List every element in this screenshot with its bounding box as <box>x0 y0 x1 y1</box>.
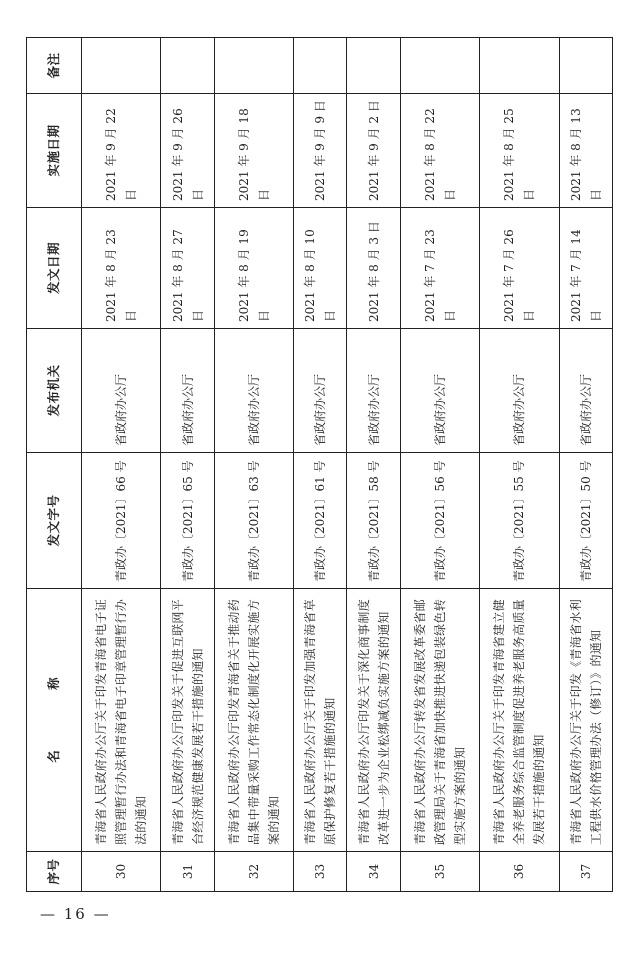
cell-effective-date: 2021 年 8 月 22 日 <box>400 94 479 208</box>
table-row <box>480 38 559 892</box>
cell-name: 青海省人民政府办公厅关于印发青海省电子证照管理暂行办法和青海省电子印章管理暂行办法的通知 <box>82 589 161 852</box>
cell-doc-no: 青政办〔2021〕55 号 <box>480 453 559 589</box>
cell-remarks <box>347 38 400 94</box>
cell-issue-date: 2021 年 8 月 3 日 <box>347 208 400 329</box>
cell-issue-date: 2021 年 8 月 19 日 <box>214 208 293 329</box>
cell-name: 青海省人民政府办公厅印发关于深化商事制度改革进一步为企业松绑减负实施方案的通知 <box>347 589 400 852</box>
table-row <box>214 38 293 892</box>
cell-no: 37 <box>559 852 612 892</box>
page-number: — 16 — <box>40 905 111 923</box>
cell-issue-date: 2021 年 7 月 14 日 <box>559 208 612 329</box>
table-header-row <box>27 38 82 892</box>
cell-issuer: 省政府办公厅 <box>214 329 293 453</box>
cell-name: 青海省人民政府办公厅关于印发加强青海省草原保护修复若干措施的通知 <box>294 589 347 852</box>
header-remarks: 备注 <box>27 38 82 94</box>
cell-name: 青海省人民政府办公厅关于印发青海省建立健全养老服务综合监管制度促进养老服务高质量发展若干措施的通知 <box>480 589 559 852</box>
cell-name: 青海省人民政府办公厅印发关于促进互联网平台经济规范健康发展若干措施的通知 <box>161 589 214 852</box>
cell-no: 33 <box>294 852 347 892</box>
table-row <box>559 38 612 892</box>
table-row <box>347 38 400 892</box>
header-effective-date: 实施日期 <box>27 94 82 208</box>
cell-issue-date: 2021 年 8 月 27 日 <box>161 208 214 329</box>
table-row <box>400 38 479 892</box>
cell-issuer: 省政府办公厅 <box>400 329 479 453</box>
cell-effective-date: 2021 年 8 月 13 日 <box>559 94 612 208</box>
cell-doc-no: 青政办〔2021〕56 号 <box>400 453 479 589</box>
cell-remarks <box>400 38 479 94</box>
cell-issuer: 省政府办公厅 <box>294 329 347 453</box>
cell-doc-no: 青政办〔2021〕61 号 <box>294 453 347 589</box>
cell-doc-no: 青政办〔2021〕66 号 <box>82 453 161 589</box>
cell-remarks <box>559 38 612 94</box>
cell-effective-date: 2021 年 9 月 26 日 <box>161 94 214 208</box>
cell-remarks <box>161 38 214 94</box>
table-row <box>294 38 347 892</box>
cell-issuer: 省政府办公厅 <box>347 329 400 453</box>
cell-name: 青海省人民政府办公厅关于印发《青海省水利工程供水价格管理办法（修订）》的通知 <box>559 589 612 852</box>
cell-no: 34 <box>347 852 400 892</box>
cell-effective-date: 2021 年 9 月 2 日 <box>347 94 400 208</box>
cell-issue-date: 2021 年 8 月 10 日 <box>294 208 347 329</box>
cell-no: 36 <box>480 852 559 892</box>
cell-effective-date: 2021 年 9 月 9 日 <box>294 94 347 208</box>
cell-issue-date: 2021 年 8 月 23 日 <box>82 208 161 329</box>
header-doc-no: 发文字号 <box>27 453 82 589</box>
cell-effective-date: 2021 年 9 月 18 日 <box>214 94 293 208</box>
cell-remarks <box>82 38 161 94</box>
cell-name: 青海省人民政府办公厅印发青海省关于推动药品集中带量采购工作常态化制度化开展实施方案的通知 <box>214 589 293 852</box>
cell-remarks <box>480 38 559 94</box>
cell-issuer: 省政府办公厅 <box>480 329 559 453</box>
header-name: 名 称 <box>27 589 82 852</box>
header-issue-date: 发文日期 <box>27 208 82 329</box>
cell-issuer: 省政府办公厅 <box>161 329 214 453</box>
cell-no: 31 <box>161 852 214 892</box>
cell-effective-date: 2021 年 9 月 22 日 <box>82 94 161 208</box>
cell-issuer: 省政府办公厅 <box>559 329 612 453</box>
regulations-table <box>26 37 613 892</box>
cell-doc-no: 青政办〔2021〕65 号 <box>161 453 214 589</box>
table-row <box>161 38 214 892</box>
cell-no: 35 <box>400 852 479 892</box>
header-no: 序号 <box>27 852 82 892</box>
cell-remarks <box>214 38 293 94</box>
cell-doc-no: 青政办〔2021〕58 号 <box>347 453 400 589</box>
cell-no: 30 <box>82 852 161 892</box>
cell-name: 青海省人民政府办公厅转发省发展改革委省邮政管理局关于青海省加快推进快递包装绿色转型实施方案的通知 <box>400 589 479 852</box>
cell-issue-date: 2021 年 7 月 23 日 <box>400 208 479 329</box>
regulations-table-container <box>26 38 613 892</box>
header-issuer: 发布机关 <box>27 329 82 453</box>
cell-issuer: 省政府办公厅 <box>82 329 161 453</box>
cell-remarks <box>294 38 347 94</box>
cell-doc-no: 青政办〔2021〕50 号 <box>559 453 612 589</box>
cell-effective-date: 2021 年 8 月 25 日 <box>480 94 559 208</box>
cell-doc-no: 青政办〔2021〕63 号 <box>214 453 293 589</box>
table-row <box>82 38 161 892</box>
cell-issue-date: 2021 年 7 月 26 日 <box>480 208 559 329</box>
cell-no: 32 <box>214 852 293 892</box>
